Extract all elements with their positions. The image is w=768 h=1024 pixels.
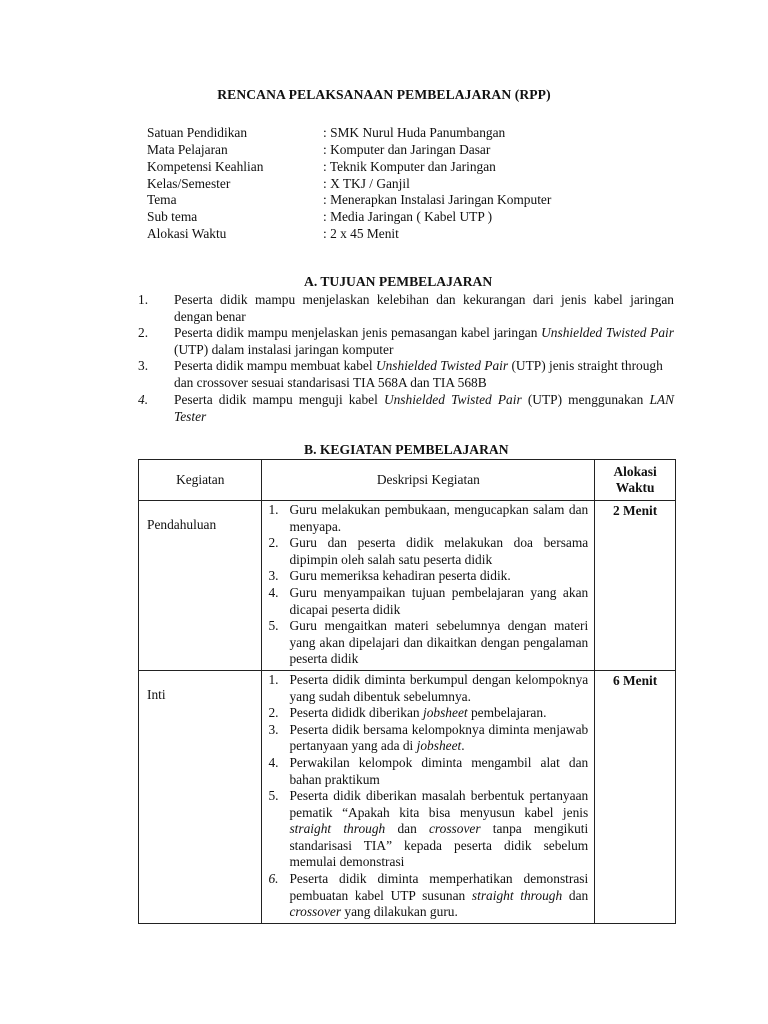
text-run: dan — [562, 887, 589, 903]
text-run: Guru melakukan pembukaan, mengucapkan salam dan menyapa. — [289, 502, 589, 534]
document-title: RENCANA PELAKSANAAN PEMBELAJARAN (RPP) — [217, 87, 551, 102]
step-number: 3. — [268, 568, 279, 584]
objective-number: 1. — [138, 292, 149, 307]
step-number: 4. — [268, 584, 279, 600]
text-run: tanpa mengikuti standarisasi TIA” kepada peserta didik sebelum memulai demonstrasi — [289, 821, 589, 870]
info-value: : Teknik Komputer dan Jaringan — [323, 159, 496, 174]
info-label: Mata Pelajaran — [147, 142, 228, 157]
text-run: Guru menyampaikan tujuan pembelajaran yang akan dicapai peserta didik — [289, 584, 589, 617]
text-run: Peserta didik mampu menjelaskan jenis pemasangan kabel jaringan — [174, 325, 542, 340]
text-run: Peserta didik mampu menguji kabel — [174, 392, 384, 407]
info-value: : SMK Nurul Huda Panumbangan — [323, 125, 506, 140]
description-cell — [262, 501, 595, 671]
text-run: Peserta didik diminta memperhatikan demonstrasi pembuatan kabel UTP susunan — [289, 871, 589, 903]
list-item — [268, 705, 588, 722]
objective-number: 4. — [138, 392, 149, 407]
text-run: (UTP) dalam instalasi jaringan komputer — [174, 341, 394, 357]
section-a-heading: A. TUJUAN PEMBELAJARAN — [304, 274, 493, 289]
text-run: Guru dan peserta didik melakukan doa bersama dipimpin oleh salah satu peserta didik — [289, 535, 589, 567]
list-item — [268, 788, 588, 871]
info-value: : 2 x 45 Menit — [323, 226, 399, 241]
text-run-italic: straight through — [289, 821, 386, 837]
steps-list — [262, 501, 594, 670]
step-number: 2. — [268, 535, 279, 551]
text-run-italic: jobsheet — [416, 738, 462, 754]
step-number: 1. — [268, 502, 279, 517]
table-row — [139, 501, 676, 671]
step-number: 5. — [268, 618, 279, 634]
objective-text — [174, 292, 674, 325]
text-run: Guru memeriksa kehadiran peserta didik. — [289, 568, 511, 584]
info-value: : Media Jaringan ( Kabel UTP ) — [323, 209, 493, 224]
step-number: 3. — [268, 721, 279, 737]
section-b-heading: B. KEGIATAN PEMBELAJARAN — [304, 442, 509, 457]
text-run: Peserta didik diminta berkumpul dengan kelompoknya yang sudah dibentuk sebelumnya. — [289, 671, 589, 704]
step-number: 4. — [268, 754, 279, 770]
list-item — [268, 755, 588, 788]
header-alokasi: Alokasi Waktu — [595, 460, 676, 501]
text-run: Peserta dididk diberikan — [289, 705, 423, 721]
info-label: Alokasi Waktu — [147, 226, 227, 241]
step-number: 5. — [268, 788, 279, 804]
objective-text — [174, 392, 674, 425]
text-run: Peserta didik mampu membuat kabel — [174, 358, 376, 373]
info-label: Kelas/Semester — [147, 176, 231, 191]
step-number: 2. — [268, 705, 279, 721]
info-label: Kompetensi Keahlian — [147, 159, 264, 174]
list-item — [268, 871, 588, 921]
text-run: Peserta didik diberikan masalah berbentuk pertanyaan pematik “Apakah kita bisa menyusun kabel jenis — [289, 788, 589, 820]
text-run: Peserta didik mampu menjelaskan kelebihan dan kekurangan dari jenis kabel jaringan dengan benar — [174, 292, 674, 324]
text-run-italic: LAN Tester — [174, 392, 674, 424]
text-run: . — [461, 738, 465, 754]
time-cell: 6 Menit — [595, 670, 676, 923]
list-item — [268, 618, 588, 668]
stage-cell: Pendahuluan — [139, 501, 262, 671]
time-cell: 2 Menit — [595, 501, 676, 671]
table-row — [139, 670, 676, 923]
text-run-italic: jobsheet — [422, 705, 468, 721]
table-header-row — [139, 460, 676, 501]
step-number: 6. — [268, 871, 279, 887]
list-item — [268, 672, 588, 705]
info-label: Tema — [147, 192, 177, 207]
text-run: Perwakilan kelompok diminta mengambil alat dan bahan praktikum — [289, 754, 589, 787]
text-run: pembelajaran. — [467, 705, 547, 721]
info-label: Satuan Pendidikan — [147, 125, 248, 140]
stage-cell: Inti — [139, 670, 262, 923]
list-item — [268, 502, 588, 535]
text-run-italic: Unshielded Twisted Pair — [541, 325, 674, 340]
text-run: yang dilakukan guru. — [341, 904, 458, 920]
header-kegiatan: Kegiatan — [139, 460, 262, 501]
list-item — [268, 535, 588, 568]
header-deskripsi: Deskripsi Kegiatan — [262, 460, 595, 501]
text-run: (UTP) jenis straight through dan crossover sesuai standarisasi TIA 568A dan TIA 568B — [174, 358, 663, 390]
objective-number: 3. — [138, 358, 149, 373]
steps-list — [262, 671, 594, 923]
info-value: : Menerapkan Instalasi Jaringan Komputer — [323, 192, 552, 207]
text-run-italic: straight through — [471, 887, 563, 903]
objective-text — [174, 325, 674, 358]
step-number: 1. — [268, 671, 279, 687]
info-value: : Komputer dan Jaringan Dasar — [323, 142, 491, 157]
list-item — [268, 568, 588, 585]
activities-table — [138, 459, 676, 924]
info-value: : X TKJ / Ganjil — [323, 176, 410, 191]
text-run-italic: Unshielded Twisted Pair — [375, 358, 509, 373]
objective-text — [174, 358, 674, 391]
text-run: (UTP) menggunakan — [521, 392, 650, 407]
list-item — [268, 585, 588, 618]
list-item — [268, 722, 588, 755]
text-run-italic: Unshielded Twisted Pair — [383, 392, 522, 407]
objective-number: 2. — [138, 325, 149, 340]
text-run: dan — [385, 821, 429, 837]
text-run: Guru mengaitkan materi sebelumnya dengan materi yang akan dipelajari dan dikaitkan dengan pengalaman peserta didik — [289, 618, 589, 667]
text-run-italic: crossover — [428, 821, 481, 837]
info-label: Sub tema — [147, 209, 198, 224]
text-run: Peserta didik bersama kelompoknya diminta menjawab pertanyaan yang ada di — [289, 721, 589, 754]
description-cell — [262, 670, 595, 923]
text-run-italic: crossover — [289, 904, 342, 920]
